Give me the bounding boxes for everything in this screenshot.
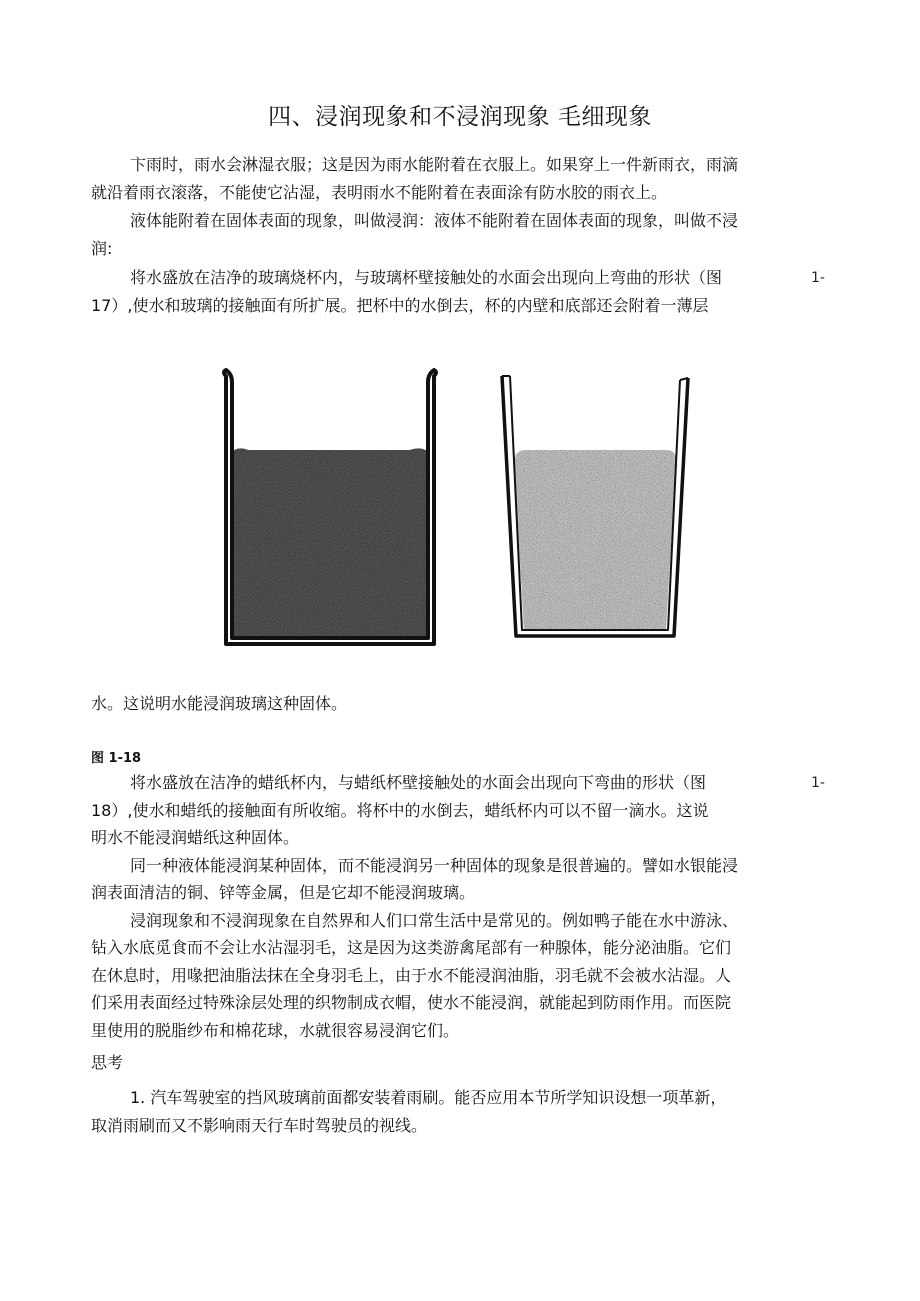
paragraph2-line1: 液体能附着在固体表面的现象，叫做浸润：液体不能附着在固体表面的现象，叫做不浸 (130, 211, 739, 230)
glass-beaker (224, 370, 436, 644)
paragraph2-line2: 润: (91, 239, 113, 258)
paragraph6-line1: 浸润现象和不浸润现象在自然界和人们口常生活中是常见的。例如鸭子能在水中游泳、 (130, 911, 739, 930)
paragraph6-line3: 在休息时，用喙把油脂法抹在全身羽毛上，由于水不能浸润油脂，羽毛就不会被水沾湿。人 (91, 966, 732, 985)
paragraph3-line1: 将水盛放在洁净的玻璃烧杯内，与玻璃杯壁接触处的水面会出现向上弯曲的形状（图 (130, 268, 723, 287)
paragraph4-line2: 18）,使水和蜡纸的接触面有所收缩。将杯中的水倒去，蜡纸杯内可以不留一滴水。这说 (91, 801, 709, 820)
paragraph6-line4: 们采用表面经过特殊涂层处理的织物制成衣帽，使水不能浸润，就能起到防雨作用。而医院 (91, 993, 732, 1012)
paragraph5-line1: 同一种液体能浸润某种固体，而不能浸润另一种固体的现象是很普遍的。譬如水银能浸 (130, 856, 739, 875)
question1-line2: 取消雨刷而又不影响雨天行车时驾驶员的视线。 (91, 1116, 428, 1135)
paragraph4-line3: 明水不能浸润蜡纸这种固体。 (91, 828, 300, 847)
wax-paper-cup (502, 376, 688, 636)
paragraph3-line2: 17）,使水和玻璃的接触面有所扩展。把杯中的水倒去，杯的内壁和底部还会附着一薄层 (91, 296, 709, 315)
paragraph6-line2: 钻入水底觅食而不会让水沾湿羽毛，这是因为这类游禽尾部有一种腺体，能分泌油脂。它们 (91, 938, 732, 957)
question1-line1: 1. 汽车驾驶室的挡风玻璃前面都安装着雨刷。能否应用本节所学知识设想一项革新， (130, 1088, 727, 1107)
think-heading: 思考 (91, 1053, 124, 1072)
page-title: 四、浸润现象和不浸润现象 毛细现象 (268, 104, 652, 130)
paragraph3-line3: 水。这说明水能浸润玻璃这种固体。 (91, 694, 348, 713)
figure-caption: 图 1-18 (91, 751, 142, 766)
paragraph5-line2: 润表面清洁的铜、锌等金属，但是它却不能浸润玻璃。 (91, 883, 476, 902)
paragraph1-line2: 就沿着雨衣滚落，不能使它沾湿，表明雨水不能附着在表面涂有防水胶的雨衣上。 (91, 183, 668, 202)
paragraph6-line5: 里使用的脱脂纱布和棉花球，水就很容易浸润它们。 (91, 1021, 460, 1040)
paragraph4-line1: 将水盛放在洁净的蜡纸杯内，与蜡纸杯壁接触处的水面会出现向下弯曲的形状（图 (130, 773, 707, 792)
paragraph4-figure-ref: 1- (811, 775, 825, 791)
paragraph1-line1: 卞雨时，雨水会淋湿衣服；这是因为雨水能附着在衣服上。如果穿上一件新雨衣，雨滴 (130, 155, 739, 174)
beaker-figure (210, 368, 710, 658)
paragraph3-figure-ref: 1- (811, 270, 825, 286)
